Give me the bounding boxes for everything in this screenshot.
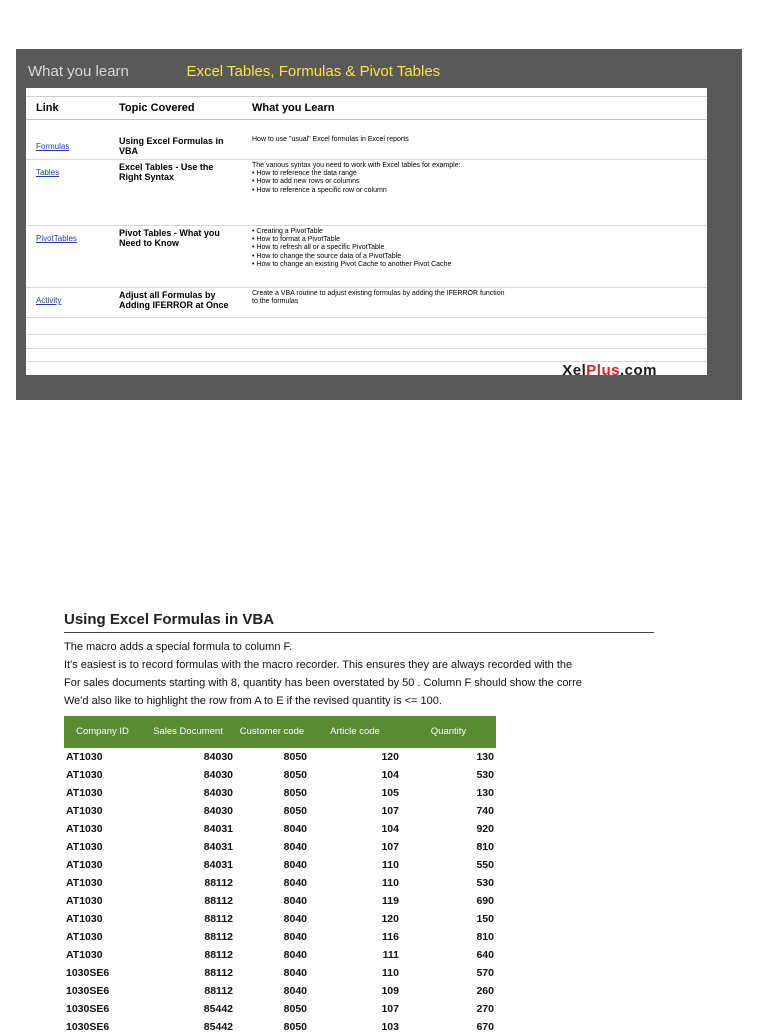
- learn-line: • How to format a PivotTable: [252, 236, 341, 244]
- topic-link[interactable]: PivotTables: [36, 234, 77, 243]
- customer-code-cell: 8050: [283, 787, 307, 799]
- customer-code-cell: 8040: [283, 985, 307, 997]
- company-id-cell: AT1030: [66, 787, 103, 799]
- article-code-cell: 110: [382, 877, 399, 889]
- customer-code-cell: 8040: [283, 967, 307, 979]
- topic-row: [26, 160, 707, 226]
- learn-line: • How to reference the data range: [252, 170, 357, 178]
- article-code-cell: 104: [381, 823, 399, 835]
- article-code-cell: 105: [381, 787, 399, 799]
- article-code-cell: 119: [382, 895, 399, 907]
- article-code-cell: 107: [381, 841, 399, 853]
- col-header-link: Link: [26, 97, 109, 120]
- description-line: For sales documents starting with 8, quantity has been overstated by 50 . Column F should show the corre: [64, 677, 582, 689]
- article-code-cell: 110: [382, 967, 399, 979]
- quantity-cell: 810: [476, 931, 494, 943]
- sales-document-cell: 85442: [203, 1003, 233, 1015]
- learn-line: • How to add new rows or columns: [252, 178, 360, 186]
- empty-row-line: [26, 334, 707, 335]
- col-header-learn: What you Learn: [242, 97, 707, 120]
- quantity-cell: 260: [476, 985, 494, 997]
- sales-row: [64, 838, 496, 856]
- sales-data-table: [64, 716, 496, 1036]
- sales-document-cell: 84030: [203, 787, 233, 799]
- learn-cell: [242, 120, 707, 160]
- sales-document-cell: 84031: [203, 823, 233, 835]
- learn-line: The various syntax you need to work with Excel tables for example:: [252, 162, 461, 169]
- learn-line: • How to change the source data of a PivotTable: [252, 252, 402, 260]
- logo-xel: Xel: [562, 362, 587, 379]
- quantity-cell: 640: [476, 949, 494, 961]
- company-id-cell: AT1030: [66, 751, 103, 763]
- company-id-cell: 1030SE6: [66, 967, 110, 979]
- topics-header-row: [26, 97, 707, 120]
- learn-cell: [242, 160, 707, 226]
- sales-document-cell: 88112: [204, 967, 233, 979]
- link-cell: [26, 120, 109, 160]
- company-id-cell: AT1030: [66, 769, 103, 781]
- quantity-cell: 130: [476, 787, 494, 799]
- sales-row: [64, 910, 496, 928]
- quantity-cell: 920: [476, 823, 494, 835]
- customer-code-cell: 8040: [283, 877, 307, 889]
- customer-code-cell: 8050: [283, 769, 307, 781]
- topic-link[interactable]: Tables: [36, 168, 60, 177]
- quantity-cell: 810: [476, 841, 494, 853]
- customer-code-cell: 8040: [283, 859, 307, 871]
- customer-code-cell: 8050: [283, 805, 307, 817]
- customer-code-cell: 8050: [283, 1021, 307, 1033]
- company-id-cell: AT1030: [66, 877, 103, 889]
- header-sales-document: Sales Document: [141, 716, 235, 748]
- topic-cell: Using Excel Formulas in VBA: [109, 120, 242, 160]
- sales-document-cell: 88112: [204, 949, 233, 961]
- company-id-cell: 1030SE6: [66, 985, 110, 997]
- col-header-topic: Topic Covered: [109, 97, 242, 120]
- sales-row: [64, 946, 496, 964]
- company-id-cell: AT1030: [66, 949, 103, 961]
- link-cell: [26, 288, 109, 318]
- sales-header-row: [64, 716, 496, 748]
- customer-code-cell: 8040: [283, 895, 307, 907]
- slide-what-you-learn: [16, 49, 742, 400]
- topic-link[interactable]: Formulas: [36, 142, 70, 151]
- topic-link[interactable]: Activity: [36, 296, 62, 305]
- slide-title: Excel Tables, Formulas & Pivot Tables: [186, 63, 441, 80]
- quantity-cell: 130: [476, 751, 494, 763]
- sales-row: [64, 748, 496, 766]
- company-id-cell: AT1030: [66, 913, 103, 925]
- sales-document-cell: 84031: [203, 841, 233, 853]
- description-line: We'd also like to highlight the row from A to E if the revised quantity is <= 100.: [64, 695, 442, 707]
- topics-table: [26, 97, 707, 318]
- quantity-cell: 740: [476, 805, 494, 817]
- quantity-cell: 550: [476, 859, 494, 871]
- learn-line: • How to change an existing Pivot Cache to another Pivot Cache: [252, 260, 452, 268]
- slide-header: [28, 63, 440, 83]
- learn-line: How to use "usual" Excel formulas in Excel reports: [252, 136, 409, 143]
- sales-row: [64, 766, 496, 784]
- quantity-cell: 670: [476, 1021, 494, 1033]
- logo-plus: Plus: [586, 362, 620, 379]
- sales-document-cell: 84030: [203, 751, 233, 763]
- customer-code-cell: 8040: [283, 841, 307, 853]
- learn-line: • How to reference a specific row or column: [252, 186, 387, 194]
- company-id-cell: 1030SE6: [66, 1003, 110, 1015]
- title-divider: [64, 632, 654, 633]
- sales-document-cell: 84030: [203, 769, 233, 781]
- logo-com: .com: [619, 362, 657, 379]
- article-code-cell: 116: [382, 931, 399, 943]
- learn-cell: [242, 288, 707, 318]
- article-code-cell: 111: [382, 949, 399, 961]
- customer-code-cell: 8050: [283, 1003, 307, 1015]
- sales-row: [64, 1000, 496, 1018]
- sales-row: [64, 1018, 496, 1036]
- article-code-cell: 107: [381, 1003, 399, 1015]
- sales-document-cell: 84031: [203, 859, 233, 871]
- company-id-cell: AT1030: [66, 931, 103, 943]
- quantity-cell: 530: [476, 877, 494, 889]
- description-text: [64, 638, 658, 710]
- learn-line: • How to refresh all or a specific PivotTable: [252, 244, 385, 252]
- learn-cell: [242, 226, 707, 288]
- customer-code-cell: 8040: [283, 931, 307, 943]
- link-cell: [26, 160, 109, 226]
- company-id-cell: AT1030: [66, 841, 103, 853]
- sales-row: [64, 928, 496, 946]
- article-code-cell: 110: [382, 859, 399, 871]
- sales-row: [64, 802, 496, 820]
- article-code-cell: 103: [381, 1021, 399, 1033]
- learn-line: • Creating a PivotTable: [252, 228, 323, 235]
- sales-document-cell: 84030: [203, 805, 233, 817]
- quantity-cell: 690: [476, 895, 494, 907]
- company-id-cell: AT1030: [66, 859, 103, 871]
- quantity-cell: 570: [476, 967, 494, 979]
- description-line: It's easiest is to record formulas with the macro recorder. This ensures they are always recorded with the: [64, 659, 573, 671]
- sales-row: [64, 856, 496, 874]
- sales-document-cell: 88112: [204, 877, 233, 889]
- panel-top-strip: [26, 88, 707, 97]
- quantity-cell: 530: [476, 769, 494, 781]
- article-code-cell: 120: [381, 913, 399, 925]
- sales-document-cell: 88112: [204, 931, 233, 943]
- header-quantity: Quantity: [401, 716, 496, 748]
- article-code-cell: 107: [381, 805, 399, 817]
- topic-cell: Pivot Tables - What you Need to Know: [109, 226, 242, 288]
- customer-code-cell: 8040: [283, 823, 307, 835]
- section-title: Using Excel Formulas in VBA: [64, 611, 275, 628]
- sales-row: [64, 892, 496, 910]
- company-id-cell: AT1030: [66, 823, 103, 835]
- quantity-cell: 150: [476, 913, 494, 925]
- header-customer-code: Customer code: [235, 716, 309, 748]
- topic-cell: Excel Tables - Use the Right Syntax: [109, 160, 242, 226]
- sales-document-cell: 88112: [204, 895, 233, 907]
- sales-row: [64, 820, 496, 838]
- company-id-cell: 1030SE6: [66, 1021, 110, 1033]
- article-code-cell: 109: [381, 985, 399, 997]
- topic-row: [26, 226, 707, 288]
- company-id-cell: AT1030: [66, 805, 103, 817]
- company-id-cell: AT1030: [66, 895, 103, 907]
- customer-code-cell: 8040: [283, 949, 307, 961]
- customer-code-cell: 8040: [283, 913, 307, 925]
- xelplus-logo: [562, 362, 657, 379]
- sales-document-cell: 88112: [204, 913, 233, 925]
- topic-row: [26, 120, 707, 160]
- topic-cell: Adjust all Formulas by Adding IFERROR at Once: [109, 288, 242, 318]
- article-code-cell: 120: [381, 751, 399, 763]
- topic-row: [26, 288, 707, 318]
- sales-row: [64, 784, 496, 802]
- article-code-cell: 104: [381, 769, 399, 781]
- header-article-code: Article code: [309, 716, 401, 748]
- sales-row: [64, 964, 496, 982]
- header-left-label: What you learn: [28, 63, 129, 80]
- quantity-cell: 270: [476, 1003, 494, 1015]
- link-cell: [26, 226, 109, 288]
- topics-panel: [26, 88, 707, 379]
- sales-document-cell: 88112: [204, 985, 233, 997]
- empty-row-line: [26, 348, 707, 349]
- header-company-id: Company ID: [64, 716, 141, 748]
- description-line: The macro adds a special formula to column F.: [64, 641, 293, 653]
- sales-row: [64, 874, 496, 892]
- customer-code-cell: 8050: [283, 751, 307, 763]
- sales-row: [64, 982, 496, 1000]
- sales-document-cell: 85442: [203, 1021, 233, 1033]
- learn-line: Create a VBA routine to adjust existing formulas by adding the IFERROR function to the formulas: [252, 290, 505, 306]
